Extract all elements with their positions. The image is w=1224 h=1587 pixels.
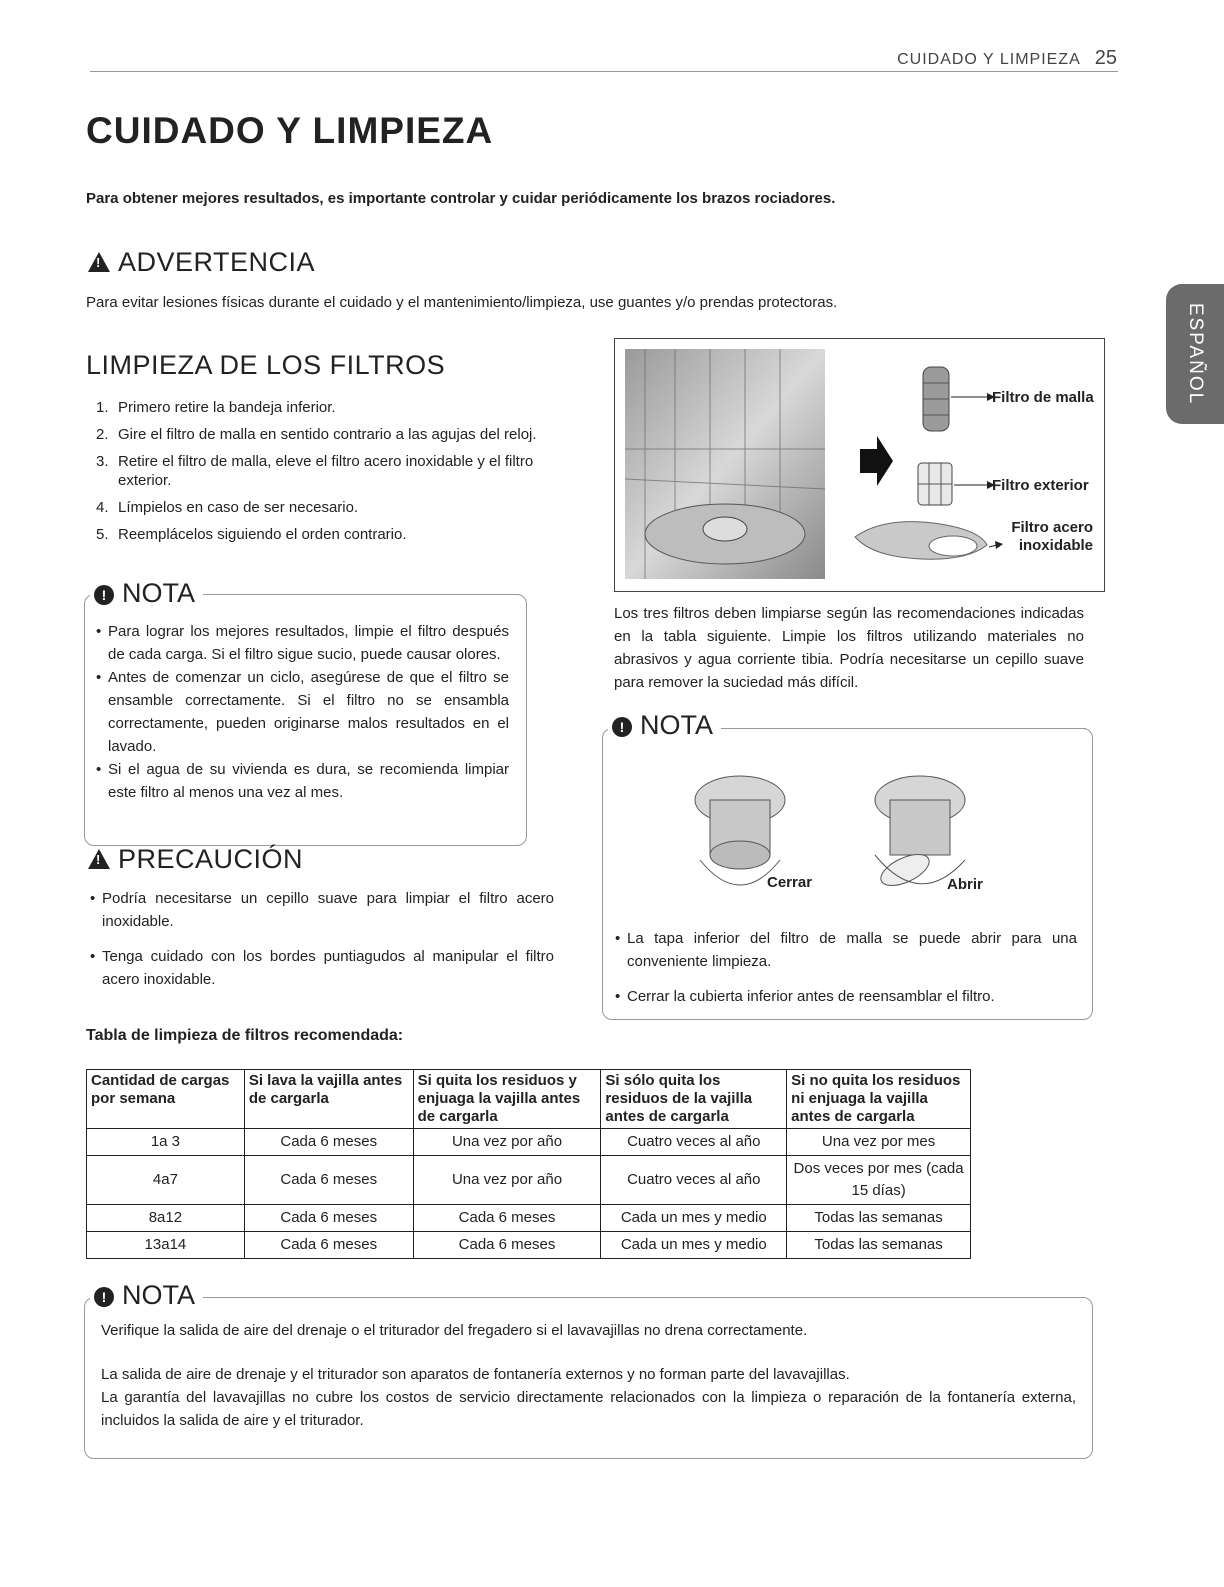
step-item: 3. Retire el filtro de malla, eleve el filtro acero inoxidable y el filtro exterior. xyxy=(96,453,534,489)
nota-title-rule xyxy=(750,728,1086,729)
table-header: Si sólo quita los residuos de la vajilla antes de cargarla xyxy=(601,1070,787,1129)
page-title: CUIDADO Y LIMPIEZA xyxy=(86,110,494,151)
table-header: Cantidad de cargas por semana xyxy=(87,1070,245,1129)
list-item: • Podría necesitarse un cepillo suave para limpiar el filtro acero inoxidable. xyxy=(86,887,554,933)
table-row: 8a12 Cada 6 meses Cada 6 meses Cada un mes y medio Todas las semanas xyxy=(87,1205,971,1232)
nota-title-1: ! NOTA xyxy=(90,578,203,609)
nota-title-2: ! NOTA xyxy=(608,710,721,741)
table-header: Si quita los residuos y enjuaga la vajilla antes de cargarla xyxy=(413,1070,601,1129)
page-number: 25 xyxy=(1094,47,1117,69)
list-item: • Antes de comenzar un ciclo, asegúrese de que el filtro se ensamble correctamente. Si el filtro no se ensambla correctamente, pueden originarse malos resultados en el lavado. xyxy=(92,666,509,758)
caution-title xyxy=(88,844,303,875)
arrow-right-icon xyxy=(860,436,893,486)
warning-title-text: ADVERTENCIA xyxy=(118,247,316,277)
list-item: • Cerrar la cubierta inferior antes de reensamblar el filtro. xyxy=(611,985,1077,1008)
header-section: CUIDADO Y LIMPIEZA xyxy=(897,51,1081,68)
table-title: Tabla de limpieza de filtros recomendada: xyxy=(86,1027,404,1044)
table-row: 1a 3 Cada 6 meses Una vez por año Cuatro veces al año Una vez por mes xyxy=(87,1129,971,1156)
intro-text: Para obtener mejores resultados, es importante controlar y cuidar periódicamente los brazos rociadores. xyxy=(86,190,836,207)
nota2-list xyxy=(611,927,1077,1008)
table-header: Si lava la vajilla antes de cargarla xyxy=(244,1070,413,1129)
nota3-p1: Verifique la salida de aire del drenaje o el triturador del fregadero si el lavavajillas no drena correctamente. xyxy=(101,1322,808,1339)
header-rule xyxy=(90,71,1118,72)
table-row: 4a7 Cada 6 meses Una vez por año Cuatro veces al año Dos veces por mes (cada 15 días) xyxy=(87,1156,971,1205)
step-item: 2. Gire el filtro de malla en sentido contrario a las agujas del reloj. xyxy=(96,426,537,443)
filters-section-title: LIMPIEZA DE LOS FILTROS xyxy=(86,350,446,380)
cleaning-table xyxy=(86,1069,971,1259)
label-outer-filter: Filtro exterior xyxy=(992,477,1089,494)
list-item: • Para lograr los mejores resultados, limpie el filtro después de cada carga. Si el filtro sigue sucio, puede causar olores. xyxy=(92,620,509,666)
language-tab xyxy=(1166,284,1224,424)
note-icon: ! xyxy=(94,1287,114,1307)
step-item: 4. Límpielos en caso de ser necesario. xyxy=(96,499,359,516)
nota3-p3: La garantía del lavavajillas no cubre los costos de servicio directamente relacionados con la limpieza o reparación de la fontanería externa, incluidos la salida de aire y el triturador. xyxy=(101,1389,1076,1429)
note-icon: ! xyxy=(612,717,632,737)
language-tab-label: ESPAÑOL xyxy=(1185,302,1206,406)
label-close: Cerrar xyxy=(767,874,813,891)
caution-icon xyxy=(88,849,110,869)
label-open: Abrir xyxy=(947,876,983,893)
note-icon: ! xyxy=(94,585,114,605)
list-item: • Si el agua de su vivienda es dura, se recomienda limpiar este filtro al menos una vez al mes. xyxy=(92,758,509,804)
warning-text: Para evitar lesiones físicas durante el cuidado y el mantenimiento/limpieza, use guantes y/o prendas protectoras. xyxy=(86,294,838,311)
table-header-row xyxy=(87,1070,971,1129)
caution-list xyxy=(86,887,554,991)
nota1-list xyxy=(92,620,509,804)
warning-icon xyxy=(88,252,110,272)
nota-title-3: ! NOTA xyxy=(90,1280,203,1311)
label-mesh-filter: Filtro de malla xyxy=(992,389,1094,406)
table-header: Si no quita los residuos ni enjuaga la vajilla antes de cargarla xyxy=(787,1070,971,1129)
warning-title xyxy=(88,247,315,278)
filter-open-icon xyxy=(875,776,965,892)
step-item: 1. Primero retire la bandeja inferior. xyxy=(96,399,336,416)
filters-description: Los tres filtros deben limpiarse según las recomendaciones indicadas en la tabla siguiente. Limpie los filtros utilizando materiales no abrasivos y agua corriente tibia. Podría necesitarse un cepillo suave para remover la suciedad más difícil. xyxy=(614,605,1084,691)
caution-title-text: PRECAUCIÓN xyxy=(118,844,304,874)
filters-figure xyxy=(614,338,1105,592)
filter-closed-icon xyxy=(695,776,785,885)
step-item: 5. Reemplácelos siguiendo el orden contrario. xyxy=(96,526,407,543)
table-row: 13a14 Cada 6 meses Cada 6 meses Cada un mes y medio Todas las semanas xyxy=(87,1232,971,1259)
filters-steps xyxy=(96,398,566,552)
nota3-p2: La salida de aire de drenaje y el triturador son aparatos de fontanería externos y no forman parte del lavavajillas. xyxy=(101,1366,850,1383)
list-item: • Tenga cuidado con los bordes puntiagudos al manipular el filtro acero inoxidable. xyxy=(86,945,554,991)
label-steel-filter: Filtro acero inoxidable xyxy=(1011,519,1093,554)
running-header xyxy=(897,47,1117,70)
list-item: • La tapa inferior del filtro de malla se puede abrir para una conveniente limpieza. xyxy=(611,927,1077,973)
